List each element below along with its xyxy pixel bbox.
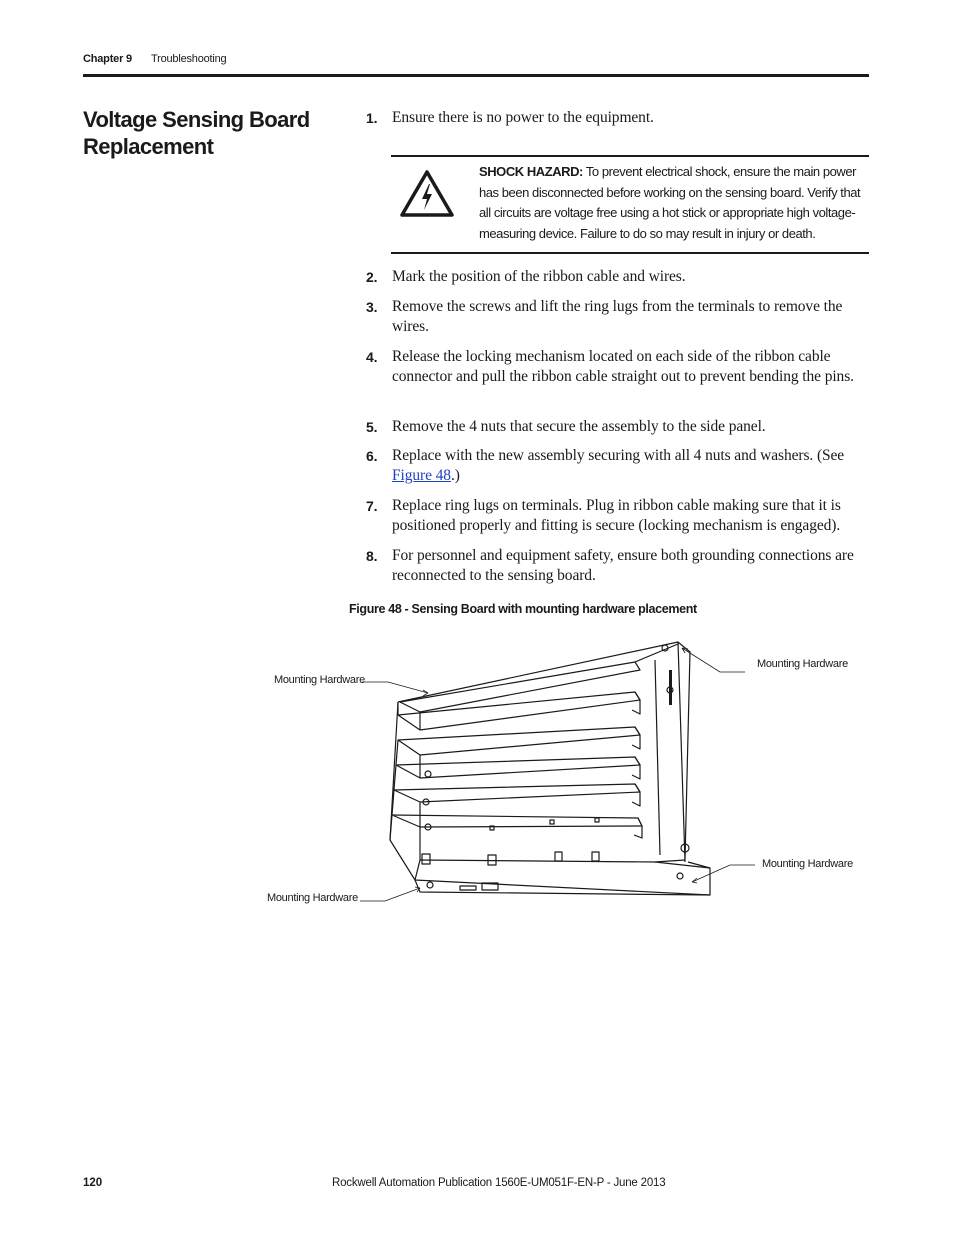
section-label: Troubleshooting [151, 53, 227, 65]
step-number: 6. [366, 448, 378, 464]
step-number: 7. [366, 498, 378, 514]
publication-info: Rockwell Automation Publication 1560E-UM051F-EN-P - June 2013 [332, 1177, 666, 1189]
callout-top-left: Mounting Hardware [274, 674, 365, 686]
hazard-text [479, 162, 864, 244]
step-text: Release the locking mechanism located on each side of the ribbon cable connector and pull the ribbon cable straight out to prevent bending the pins. [392, 348, 854, 385]
step-text [392, 446, 867, 486]
callout-bottom-right: Mounting Hardware [762, 858, 853, 870]
callout-top-right: Mounting Hardware [757, 658, 848, 670]
chapter-label: Chapter 9 [83, 53, 132, 65]
sensing-board-figure [260, 630, 860, 920]
shock-hazard-notice [391, 155, 869, 254]
electrical-shock-warning-icon [399, 169, 455, 219]
figure-48-link[interactable]: Figure 48 [392, 467, 451, 484]
step-number: 8. [366, 548, 378, 564]
page-number: 120 [83, 1177, 103, 1189]
step-text: Remove the screws and lift the ring lugs from the terminals to remove the wires. [392, 298, 843, 335]
step-text: Remove the 4 nuts that secure the assembly to the side panel. [392, 418, 766, 435]
step-number: 3. [366, 299, 378, 315]
step-text: Mark the position of the ribbon cable and wires. [392, 268, 686, 285]
step-text-after: .) [450, 467, 460, 484]
hazard-message: To prevent electrical shock, ensure the main power has been disconnected before working on the sensing board. Verify that all circuits are voltage free using a hot stick or appropriate high voltage-measuring device. Failure to do so may result in injury or death. [479, 164, 861, 241]
figure-caption: Figure 48 - Sensing Board with mounting hardware placement [349, 602, 697, 616]
step-number: 2. [366, 269, 378, 285]
step-text: Replace ring lugs on terminals. Plug in ribbon cable making sure that it is positioned properly and fitting is secure (locking mechanism is engaged). [392, 497, 841, 534]
callout-bottom-left: Mounting Hardware [267, 892, 358, 904]
header-rule [83, 74, 869, 77]
step-text: For personnel and equipment safety, ensure both grounding connections are reconnected to the sensing board. [392, 547, 854, 584]
step-number: 5. [366, 419, 378, 435]
step-number: 1. [366, 110, 378, 126]
hazard-label: SHOCK HAZARD: [479, 164, 583, 179]
step-number: 4. [366, 349, 378, 365]
section-title: Voltage Sensing Board Replacement [83, 107, 310, 159]
step-text-before: Replace with the new assembly securing with all 4 nuts and washers. (See [392, 447, 845, 464]
step-text: Ensure there is no power to the equipment. [392, 109, 654, 126]
